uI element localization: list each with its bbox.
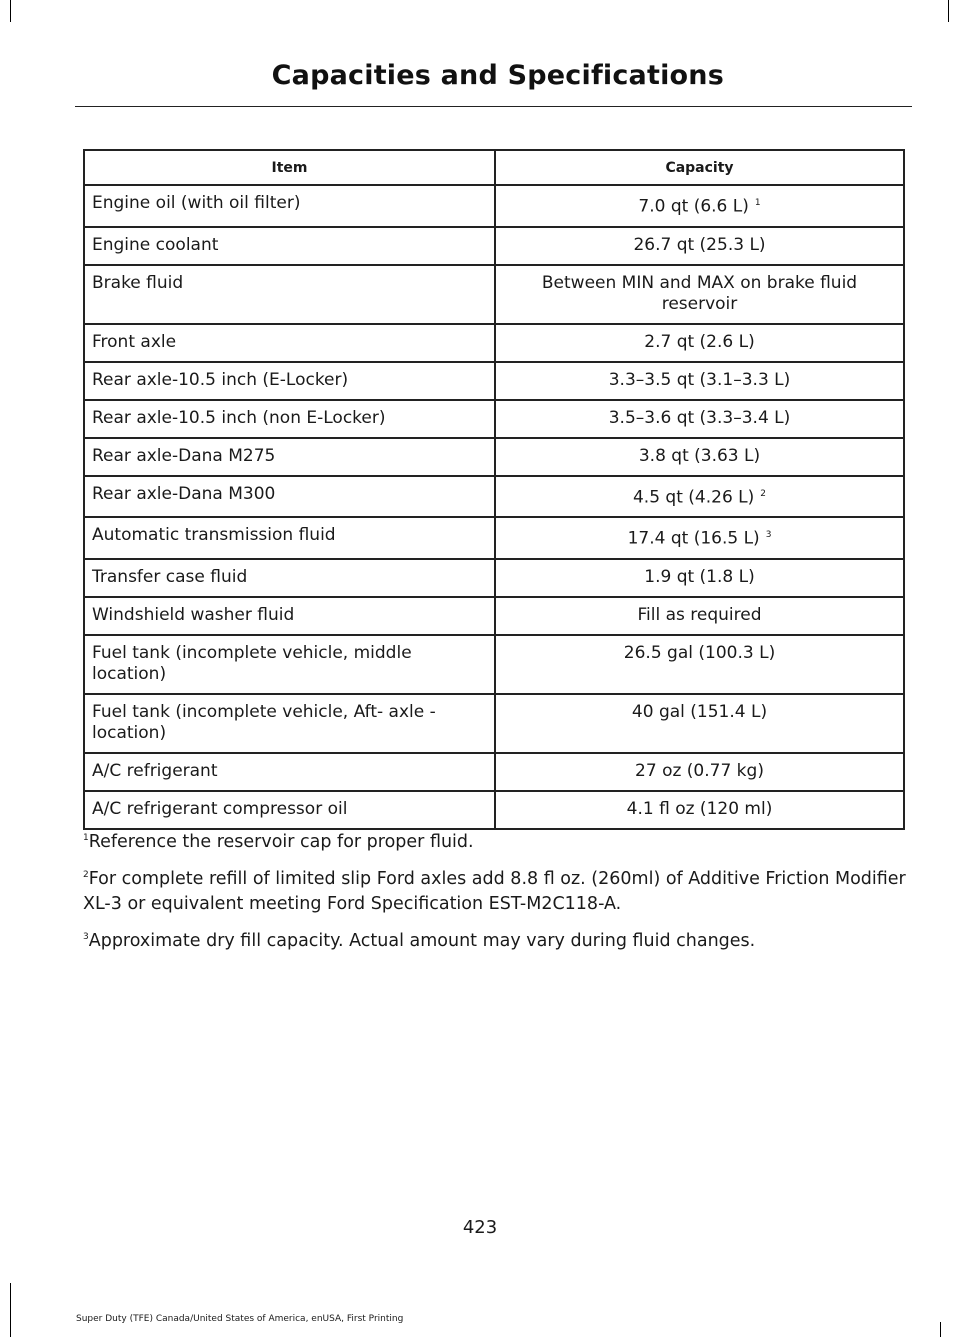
header-divider — [75, 106, 912, 107]
capacity-value: 7.0 qt (6.6 L) — [638, 196, 749, 217]
column-header-item: Item — [84, 150, 495, 185]
table-row — [84, 185, 904, 227]
item-cell: Transfer case fluid — [84, 559, 495, 597]
capacity-value: 26.7 qt (25.3 L) — [633, 234, 766, 255]
item-cell: Engine coolant — [84, 227, 495, 265]
item-cell: Automatic transmission fluid — [84, 517, 495, 559]
capacity-cell — [495, 753, 904, 791]
table-row — [84, 476, 904, 518]
item-cell: Engine oil (with oil filter) — [84, 185, 495, 227]
column-header-capacity: Capacity — [495, 150, 904, 185]
capacity-value: 17.4 qt (16.5 L) — [627, 528, 760, 549]
footnote-text: Approximate dry fill capacity. Actual amount may vary during fluid changes. — [88, 930, 756, 951]
capacity-cell — [495, 265, 904, 324]
footnote-mark: 3 — [83, 931, 89, 942]
item-cell: Rear axle-10.5 inch (E-Locker) — [84, 362, 495, 400]
table-row — [84, 362, 904, 400]
table-header-row — [84, 150, 904, 185]
capacity-cell — [495, 791, 904, 829]
footnote-ref: 1 — [754, 198, 761, 208]
table-row — [84, 265, 904, 324]
capacity-value: 3.8 qt (3.63 L) — [638, 445, 761, 466]
footnote-text: For complete refill of limited slip Ford axles add 8.8 fl oz. (260ml) of Additive Friction Modifier XL-3 or equivalent meeting Ford Specification EST-M2C118-A. — [83, 868, 906, 914]
item-cell: Fuel tank (incomplete vehicle, middle location) — [84, 635, 495, 694]
footnote-text: Reference the reservoir cap for proper fluid. — [88, 831, 474, 852]
table-row — [84, 400, 904, 438]
item-cell: Rear axle-Dana M300 — [84, 476, 495, 518]
capacity-value: 3.5–3.6 qt (3.3–3.4 L) — [608, 407, 791, 428]
table-row — [84, 597, 904, 635]
capacity-cell — [495, 438, 904, 476]
footnote-ref: 2 — [760, 488, 767, 499]
item-cell: Brake fluid — [84, 265, 495, 324]
table-row — [84, 324, 904, 362]
capacity-value: Fill as required — [637, 604, 762, 625]
capacity-cell — [495, 635, 904, 694]
page-title: Capacities and Specifications — [271, 60, 724, 91]
capacity-value: 40 gal (151.4 L) — [631, 701, 768, 722]
capacity-value: 3.3–3.5 qt (3.1–3.3 L) — [608, 369, 791, 390]
crop-mark-top-left — [10, 0, 11, 22]
item-cell: A/C refrigerant — [84, 753, 495, 791]
table-row — [84, 753, 904, 791]
capacity-value: 4.5 qt (4.26 L) — [632, 487, 755, 508]
item-cell: Rear axle-10.5 inch (non E-Locker) — [84, 400, 495, 438]
crop-mark-bottom-left — [10, 1283, 11, 1337]
capacity-value: 27 oz (0.77 kg) — [635, 760, 764, 781]
footnote — [83, 863, 913, 917]
capacity-value: 1.9 qt (1.8 L) — [644, 566, 755, 587]
capacity-cell — [495, 324, 904, 362]
table-row — [84, 791, 904, 829]
footnote-mark: 2 — [83, 869, 89, 880]
print-footer: Super Duty (TFE) Canada/United States of America, enUSA, First Printing — [76, 1314, 404, 1324]
capacity-cell — [495, 517, 904, 559]
table-row — [84, 635, 904, 694]
footnote — [83, 925, 913, 954]
table-row — [84, 694, 904, 753]
capacities-table — [83, 149, 905, 830]
capacity-cell — [495, 597, 904, 635]
item-cell: Front axle — [84, 324, 495, 362]
item-cell: Windshield washer fluid — [84, 597, 495, 635]
capacity-cell — [495, 694, 904, 753]
capacity-cell — [495, 362, 904, 400]
item-cell: Fuel tank (incomplete vehicle, Aft- axle - location) — [84, 694, 495, 753]
capacity-value: Between MIN and MAX on brake fluid reservoir — [541, 272, 858, 314]
capacity-cell — [495, 227, 904, 265]
footnote-mark: 1 — [83, 833, 89, 843]
capacity-cell — [495, 559, 904, 597]
item-cell: A/C refrigerant compressor oil — [84, 791, 495, 829]
page-number: 423 — [462, 1217, 498, 1238]
capacity-cell — [495, 400, 904, 438]
footnotes — [83, 826, 913, 961]
capacity-cell — [495, 476, 904, 518]
footnote-ref: 3 — [765, 530, 772, 541]
capacity-value: 2.7 qt (2.6 L) — [644, 331, 755, 352]
table-row — [84, 227, 904, 265]
capacity-cell — [495, 185, 904, 227]
footnote — [83, 826, 913, 855]
table-row — [84, 517, 904, 559]
crop-mark-top-right — [948, 0, 949, 22]
capacity-value: 26.5 gal (100.3 L) — [623, 642, 776, 663]
table-row — [84, 559, 904, 597]
item-cell: Rear axle-Dana M275 — [84, 438, 495, 476]
capacity-value: 4.1 fl oz (120 ml) — [626, 798, 773, 819]
crop-mark-bottom-right — [940, 1322, 941, 1337]
table-row — [84, 438, 904, 476]
